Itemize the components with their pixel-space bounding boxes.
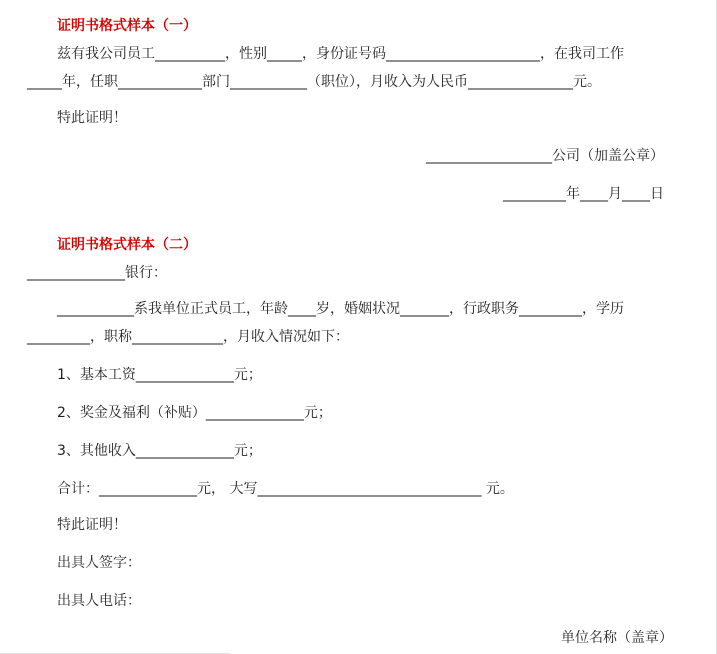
sample2-paragraph-line1: ___________系我单位正式员工，年龄____岁，婚姻状况_______，行政职务_________，学历 (57, 301, 624, 317)
sample2-issuer-sign: 出具人签字： (57, 555, 141, 571)
sample1-date: _________年____月____日 (503, 186, 664, 202)
sample2-title: 证明书格式样本（二） (57, 237, 197, 253)
sample2-certify-text: 特此证明！ (57, 517, 127, 533)
sample1-paragraph-line1: 兹有我公司员工__________，性别_____，身份证号码______________________，在我司工作 (57, 46, 624, 62)
sample2-bank-line: ______________银行： (27, 265, 167, 281)
sample2-unit-name: 单位名称（盖章） (561, 630, 673, 646)
sample2-item-bonus: 2、奖金及福利（补贴）______________元； (57, 405, 332, 421)
sample2-issuer-phone: 出具人电话： (57, 593, 141, 609)
sample2-item-other-income: 3、其他收入______________元； (57, 443, 262, 459)
sample1-certify-text: 特此证明！ (57, 110, 127, 126)
sample1-company-seal: __________________公司（加盖公章） (426, 148, 664, 164)
sample2-total-line: 合计：______________元， 大写________________________________ 元。 (57, 481, 514, 497)
sample1-paragraph-line2: _____年，任职____________部门___________（职位），月收入为人民币_______________元。 (27, 74, 601, 90)
sample2-item-basic-salary: 1、基本工资______________元； (57, 367, 262, 383)
sample1-title: 证明书格式样本（一） (57, 18, 197, 34)
sample2-paragraph-line2: _________，职称_____________，月收入情况如下： (27, 329, 349, 345)
